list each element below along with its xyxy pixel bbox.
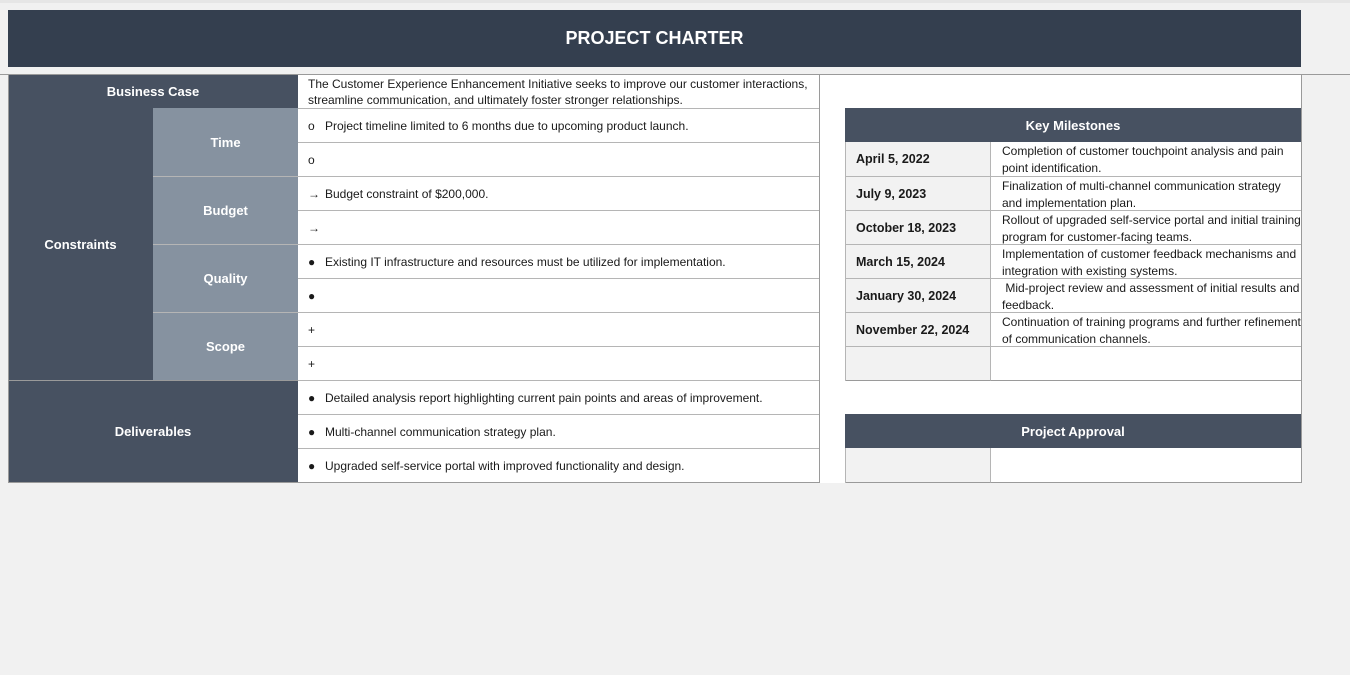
business-case-text-value: The Customer Experience Enhancement Initiative seeks to improve our customer interactions, streamline communication, and ultimately foster stronger relationships. [308,77,808,107]
table-border-bottom [8,482,298,483]
milestone-date-text: October 18, 2023 [856,220,957,235]
scope-label [153,313,298,380]
budget-label-text: Budget [203,203,248,218]
dot-bullet-icon: ● [308,424,316,439]
page-title-text: PROJECT CHARTER [565,28,744,48]
milestone-date-text: April 5, 2022 [856,152,930,166]
milestone-date-text: March 15, 2024 [856,254,945,269]
quality-row-1[interactable] [298,245,819,279]
time-row-1-text: Project timeline limited to 6 months due to upcoming product launch. [325,118,689,133]
scope-label-text: Scope [205,339,245,354]
deliverable-row-3[interactable] [298,449,819,483]
panel-border-right [1301,75,1302,483]
milestone-date[interactable] [845,347,991,381]
arrow-bullet-icon: → [308,220,320,235]
business-case-text[interactable] [298,75,819,109]
milestone-desc[interactable] [991,347,1301,381]
dot-bullet-icon: ● [308,390,316,405]
scope-row-2[interactable] [298,347,819,381]
table-border-left [8,75,9,483]
deliverable-row-2-text: Multi-channel communication strategy plan. [325,424,556,439]
row-divider [153,176,298,177]
milestones-header-text: Key Milestones [1025,117,1121,133]
constraints-label-text: Constraints [44,236,117,252]
milestone-desc[interactable] [991,279,1301,313]
constraints-label [8,108,153,380]
milestone-date[interactable] [845,142,991,177]
milestone-desc[interactable] [991,245,1301,279]
milestone-date[interactable] [845,211,991,245]
time-label-text: Time [210,134,241,150]
milestone-desc-text: Rollout of upgraded self-service portal and initial training program for customer-facing teams. [1002,213,1301,244]
dot-bullet-icon: ● [308,458,316,473]
quality-row-2[interactable] [298,279,819,313]
deliverables-label-text: Deliverables [114,424,192,439]
milestone-date-text: January 30, 2024 [856,288,957,303]
row-divider [153,312,298,313]
dot-bullet-icon: ● [308,254,316,269]
approval-value[interactable] [991,448,1301,483]
top-edge [0,0,1350,3]
circle-bullet-icon: o [308,152,315,167]
milestone-desc-text: Mid-project review and assessment of initial results and feedback. [1002,281,1303,312]
milestones-border-left [845,142,846,381]
scope-row-1[interactable] [298,313,819,347]
milestone-desc-text: Continuation of training programs and further refinement of communication channels. [1002,315,1301,346]
row-divider [153,244,298,245]
deliverables-label [8,381,298,482]
milestone-desc[interactable] [991,177,1301,211]
milestone-desc[interactable] [991,313,1301,347]
business-case-label-text: Business Case [106,84,200,99]
time-row-2[interactable] [298,143,819,177]
milestone-date[interactable] [845,177,991,211]
milestone-date[interactable] [845,279,991,313]
quality-label [153,245,298,312]
arrow-bullet-icon: → [308,186,320,201]
milestone-desc-text: Finalization of multi-channel communication strategy and implementation plan. [1002,179,1281,210]
budget-row-1[interactable] [298,177,819,211]
approval-border-left [845,448,846,483]
circle-bullet-icon: o [308,118,315,133]
milestone-desc[interactable] [991,211,1301,245]
approval-header-text: Project Approval [1021,423,1125,439]
milestone-desc[interactable] [991,142,1301,177]
plus-bullet-icon: + [308,356,316,371]
quality-label-text: Quality [203,271,248,286]
approval-header [845,414,1301,448]
milestone-desc-text: Completion of customer touchpoint analysis and pain point identification. [1002,144,1284,175]
budget-row-1-text: Budget constraint of $200,000. [325,186,489,201]
dot-bullet-icon: ● [308,288,316,303]
business-case-label [8,75,298,108]
plus-bullet-icon: + [308,322,316,337]
milestone-desc-text: Implementation of customer feedback mechanisms and integration with existing systems. [1002,247,1297,278]
deliverable-row-3-text: Upgraded self-service portal with improved functionality and design. [325,458,685,473]
quality-row-1-text: Existing IT infrastructure and resources must be utilized for implementation. [325,254,726,269]
milestone-date-text: November 22, 2024 [856,322,970,337]
milestones-header [845,108,1301,142]
milestone-date[interactable] [845,313,991,347]
deliverable-row-1[interactable] [298,381,819,415]
time-row-1[interactable] [298,109,819,143]
deliverable-row-2[interactable] [298,415,819,449]
page-title [8,10,1301,67]
milestone-date[interactable] [845,245,991,279]
deliverable-row-1-text: Detailed analysis report highlighting current pain points and areas of improvement. [325,390,763,405]
budget-label [153,177,298,244]
time-label [153,108,298,176]
milestone-date-text: July 9, 2023 [856,186,927,201]
approval-name[interactable] [845,448,991,483]
budget-row-2[interactable] [298,211,819,245]
